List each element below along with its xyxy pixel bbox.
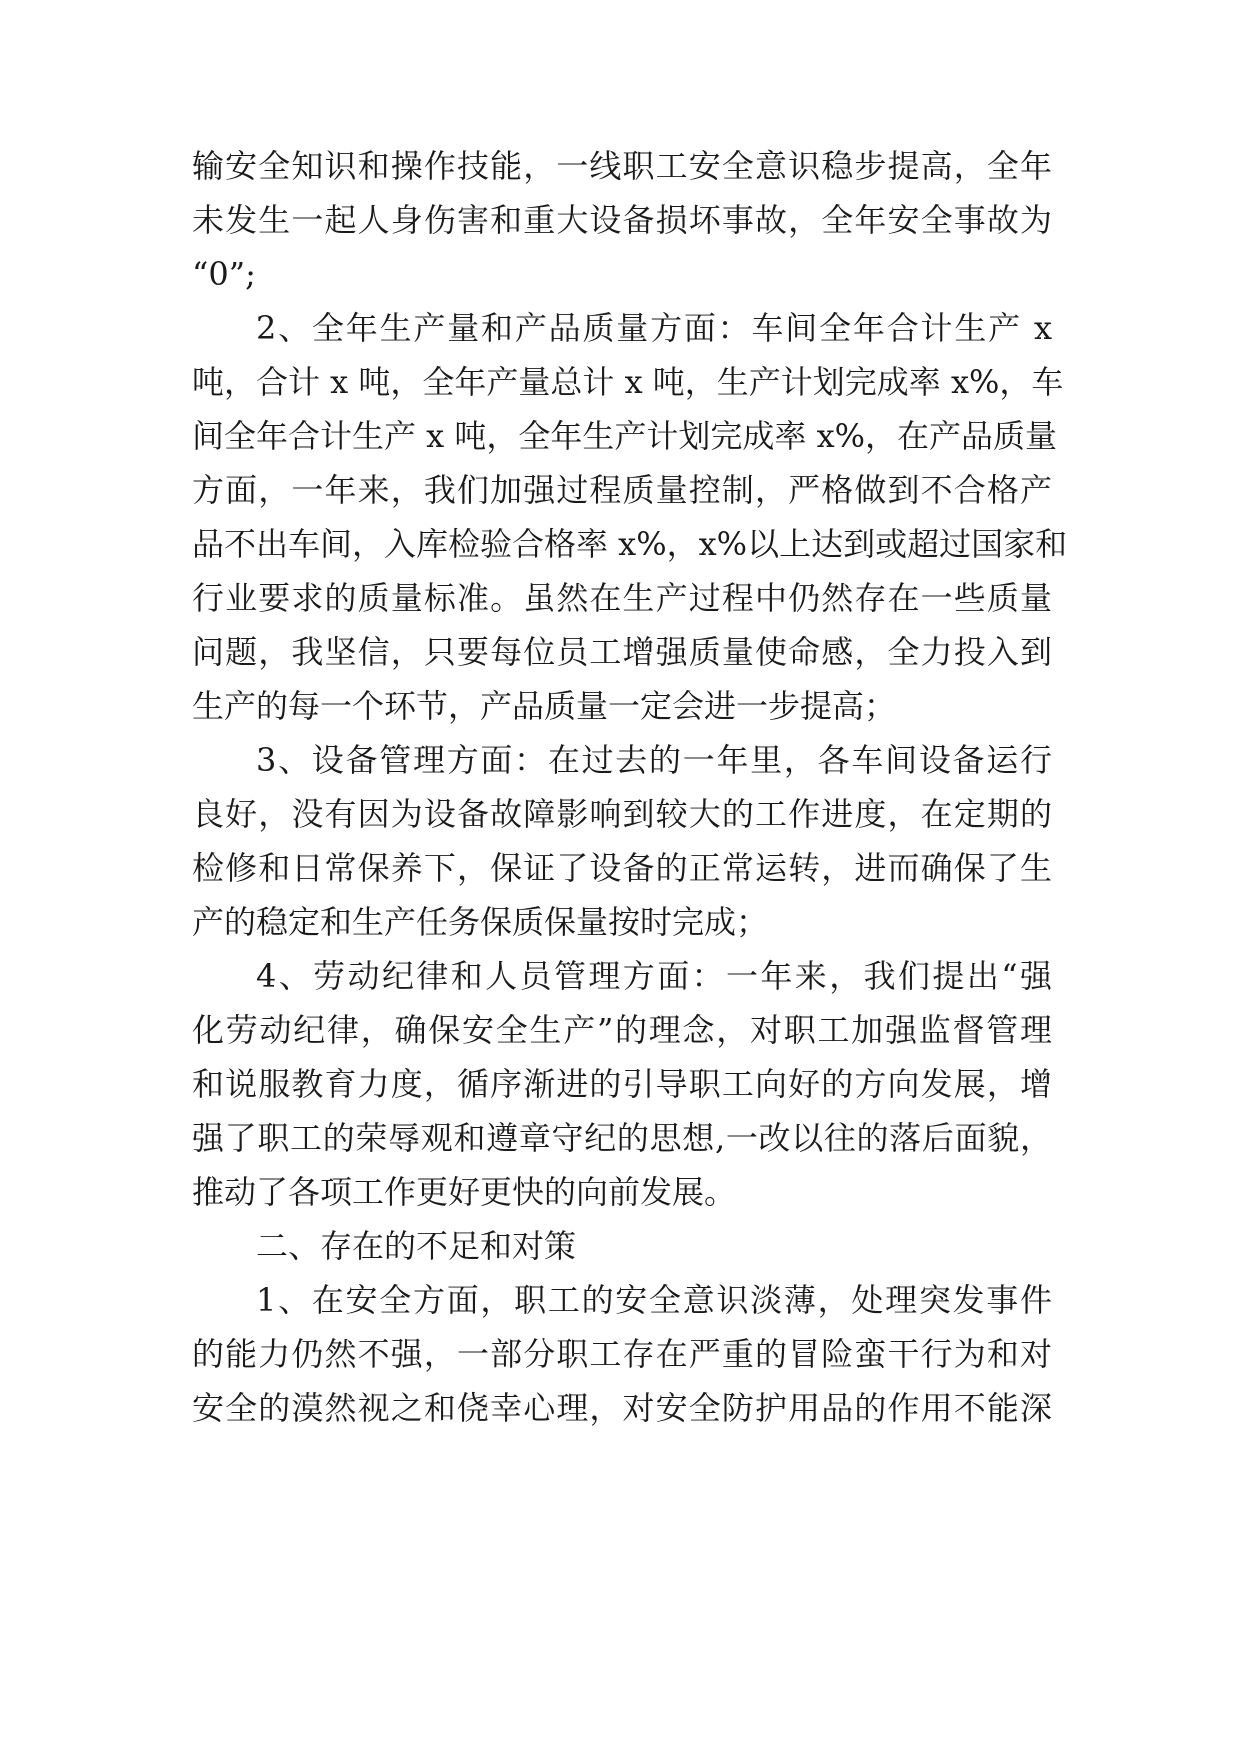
text-line: “0”; (192, 255, 256, 293)
text-line: 间全年合计生产 x 吨，全年生产计划完成率 x%，在产品质量 (192, 417, 1058, 455)
text-line: 安全的漠然视之和侥幸心理，对安全防护用品的作用不能深 (192, 1389, 1052, 1427)
text-line: 化劳动纪律，确保安全生产”的理念，对职工加强监督管理 (192, 1011, 1052, 1049)
text-line: 产的稳定和生产任务保质保量按时完成； (192, 903, 769, 941)
text-line: 生产的每一个环节，产品质量一定会进一步提高； (192, 687, 897, 725)
text-line: 强了职工的荣辱观和遵章守纪的思想,一改以往的落后面貌， (192, 1119, 1052, 1157)
paragraph-start-line: 1、在安全方面，职工的安全意识淡薄，处理突发事件 (256, 1281, 1052, 1319)
text-line: 方面，一年来，我们加强过程质量控制，严格做到不合格产 (192, 471, 1052, 509)
text-line: 和说服教育力度，循序渐进的引导职工向好的方向发展，增 (192, 1065, 1052, 1103)
text-line: 良好，没有因为设备故障影响到较大的工作进度，在定期的 (192, 795, 1052, 833)
text-line: 未发生一起人身伤害和重大设备损坏事故，全年安全事故为 (192, 201, 1052, 239)
text-line: 品不出车间，入库检验合格率 x%，x%以上达到或超过国家和 (192, 525, 1068, 563)
text-line: 吨，合计 x 吨，全年产量总计 x 吨，生产计划完成率 x%，车 (192, 363, 1064, 401)
text-line: 检修和日常保养下，保证了设备的正常运转，进而确保了生 (192, 849, 1052, 887)
text-line: 问题，我坚信，只要每位员工增强质量使命感，全力投入到 (192, 633, 1052, 671)
text-line: 推动了各项工作更好更快的向前发展。 (192, 1173, 737, 1211)
paragraph-start-line: 2、全年生产量和产品质量方面：车间全年合计生产 x (256, 309, 1052, 347)
section-heading: 二、存在的不足和对策 (256, 1227, 577, 1265)
text-line: 输安全知识和操作技能，一线职工安全意识稳步提高，全年 (192, 147, 1052, 185)
text-line: 行业要求的质量标准。虽然在生产过程中仍然存在一些质量 (192, 579, 1052, 617)
paragraph-start-line: 3、设备管理方面：在过去的一年里，各车间设备运行 (256, 741, 1052, 779)
text-line: 的能力仍然不强，一部分职工存在严重的冒险蛮干行为和对 (192, 1335, 1052, 1373)
paragraph-start-line: 4、劳动纪律和人员管理方面：一年来，我们提出“强 (256, 957, 1052, 995)
